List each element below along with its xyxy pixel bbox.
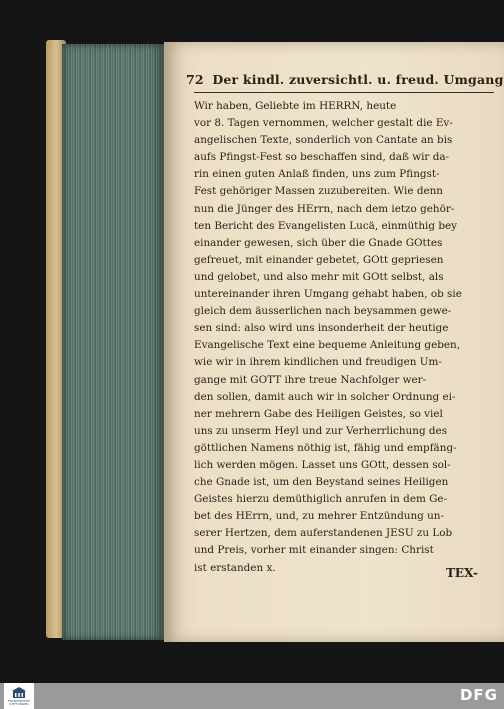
- text-line: Geistes hierzu demüthiglich anrufen in dem Ge-: [194, 493, 448, 506]
- book-fore-edge: [62, 44, 164, 640]
- text-line: wie wir in ihrem kindlichen und freudigen Um-: [194, 356, 442, 369]
- catchword: TEX-: [446, 566, 478, 580]
- text-line: aufs Pfingst-Fest so beschaffen sind, daß wir da-: [194, 151, 450, 164]
- running-head: [186, 72, 504, 87]
- text-line: lich werden mögen. Lasset uns GOtt, dessen sol-: [194, 458, 451, 471]
- text-line: ist erstanden x.: [194, 561, 276, 574]
- dfg-logo[interactable]: DFG: [459, 686, 498, 704]
- text-line: Evangelische Text eine bequeme Anleitung geben,: [194, 339, 461, 352]
- text-line: gange mit GOTT ihre treue Nachfolger wer-: [194, 373, 427, 386]
- text-line: bet des HErrn, und, zu mehrer Entzündung un-: [194, 510, 444, 523]
- text-line: angelischen Texte, sonderlich von Cantate an bis: [194, 134, 453, 147]
- footer-bar: [0, 683, 504, 709]
- page-number: 72: [186, 72, 204, 87]
- text-line: ner mehrern Gabe des Heiligen Geistes, so viel: [194, 407, 443, 420]
- text-line: und gelobet, und also mehr mit GOtt selbst, als: [194, 270, 444, 283]
- logo-label: FRANCKESCHE STIFTUNGEN: [7, 699, 31, 706]
- text-line: ten Bericht des Evangelisten Lucä, einmüthig bey: [194, 219, 457, 232]
- text-line: nun die Jünger des HErrn, nach dem ietzo gehör-: [194, 202, 455, 215]
- text-line: göttlichen Namens nöthig ist, fähig und empfäng-: [194, 441, 457, 454]
- text-line: einander gewesen, sich über die Gnade GOttes: [194, 236, 443, 249]
- text-line: Fest gehöriger Massen zuzubereiten. Wie denn: [194, 185, 444, 198]
- text-line: vor 8. Tagen vernommen, welcher gestalt die Ev-: [194, 117, 453, 130]
- text-line: und Preis, vorher mit einander singen: Christ: [194, 544, 434, 557]
- text-line: rin einen guten Anlaß finden, uns zum Pfingst-: [194, 168, 440, 181]
- text-line: gleich dem äusserlichen nach beysammen gewe-: [194, 305, 452, 318]
- book-page: [164, 42, 504, 642]
- text-line: den sollen, damit auch wir in solcher Ordnung ei-: [194, 390, 456, 403]
- text-line: uns zu unserm Heyl und zur Verherrlichung des: [194, 424, 448, 437]
- body-text: [194, 98, 492, 577]
- text-line: Wir haben, Geliebte im HERRN, heute: [194, 100, 397, 112]
- header-rule: [194, 92, 494, 93]
- institution-logo[interactable]: [4, 683, 34, 709]
- text-line: sen sind: also wird uns insonderheit der heutige: [194, 322, 449, 335]
- text-line: untereinander ihren Umgang gehabt haben, ob sie: [194, 288, 462, 301]
- text-line: gefreuet, mit einander gebetet, GOtt gepriesen: [194, 253, 444, 266]
- text-line: che Gnade ist, um den Beystand seines Heiligen: [194, 476, 449, 489]
- building-icon: [11, 686, 27, 700]
- text-line: serer Hertzen, dem auferstandenen JESU zu Lob: [194, 527, 453, 540]
- running-head-title: Der kindl. zuversichtl. u. freud. Umgang: [212, 72, 504, 87]
